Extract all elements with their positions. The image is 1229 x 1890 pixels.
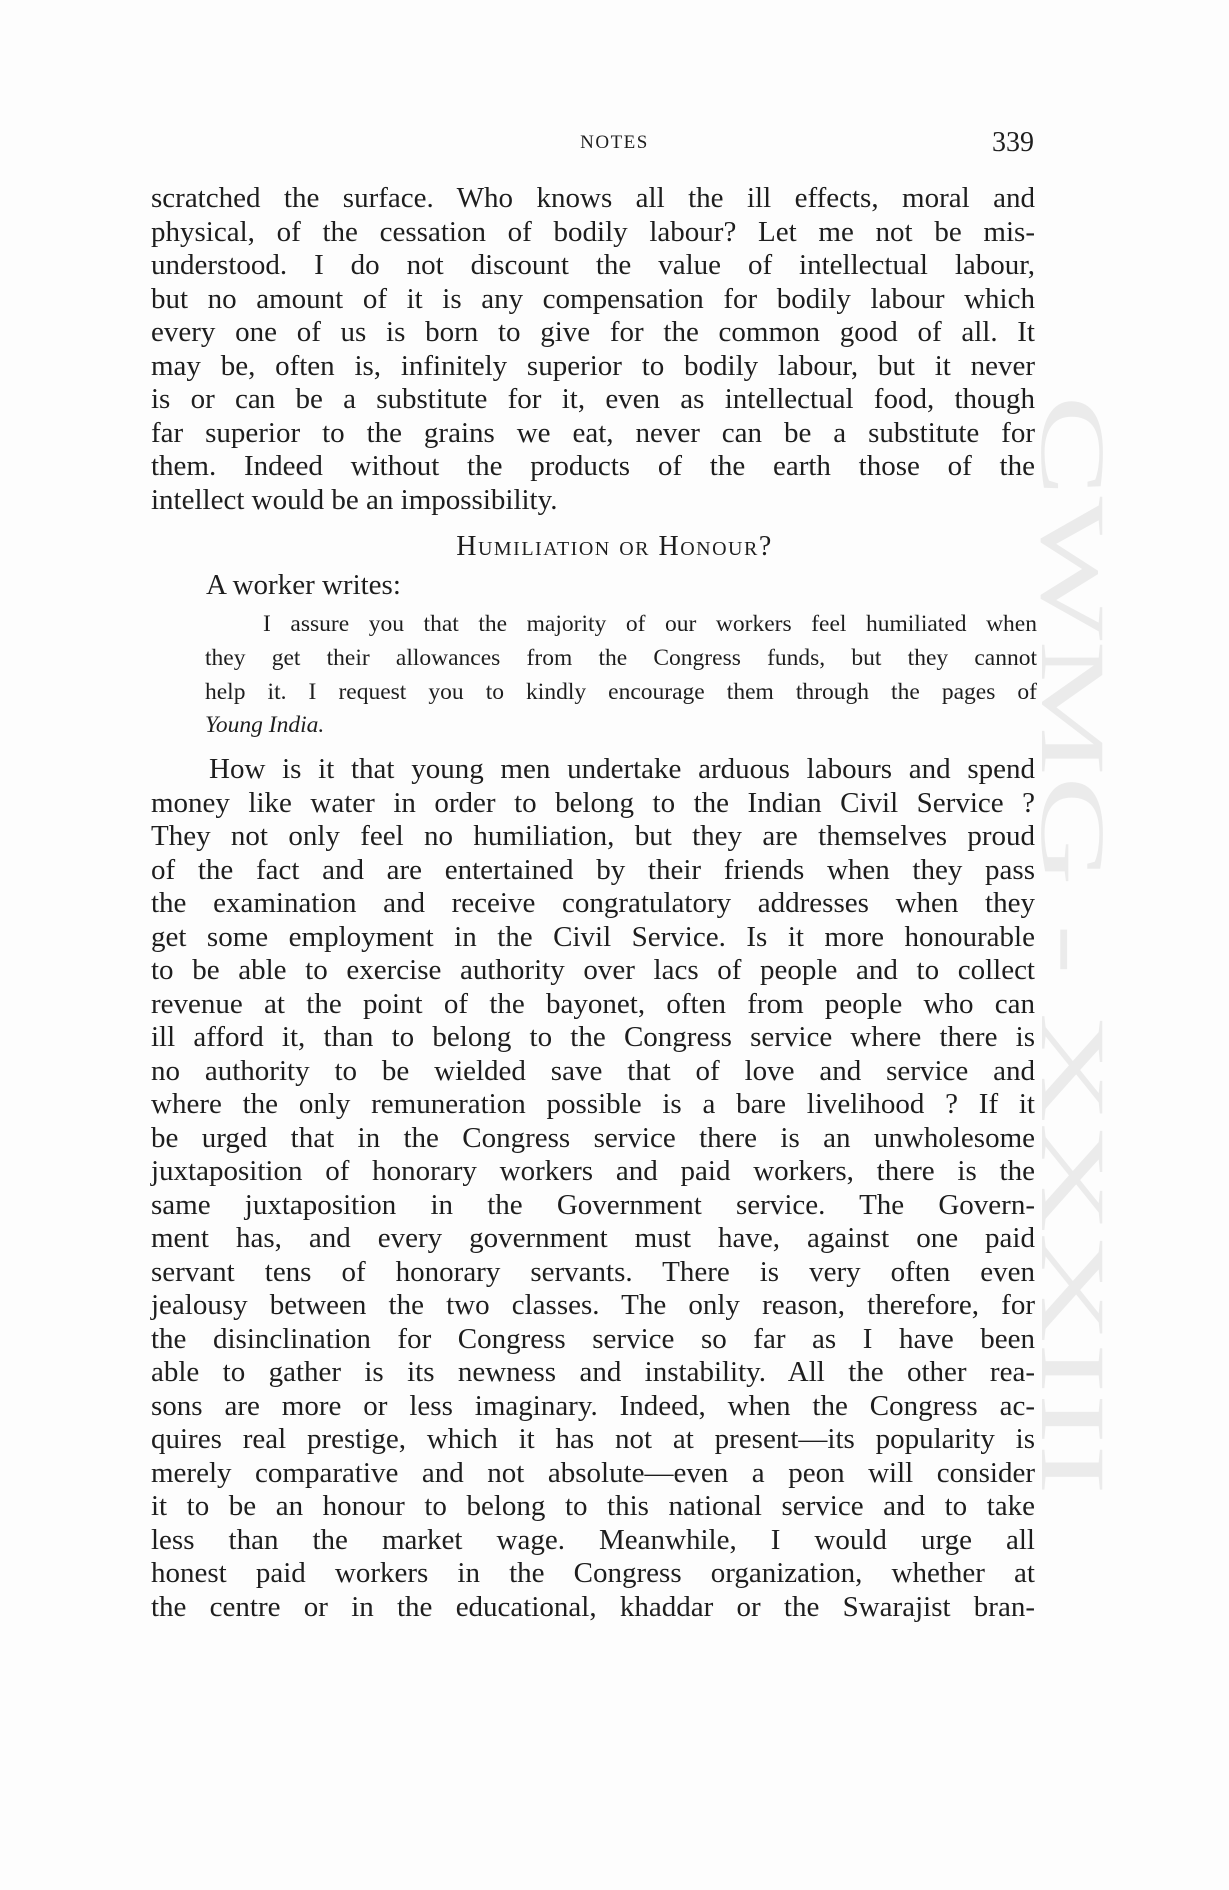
- paragraph2-line: where the only remuneration possible is a bare livelihood ? If it: [151, 1088, 1035, 1120]
- paragraph2-line: the disinclination for Congress service so far as I have been: [151, 1322, 1035, 1355]
- quote-line: Young India.: [205, 712, 325, 739]
- paragraph2-line: How is it that young men undertake arduous labours and spend: [209, 753, 1035, 785]
- paragraph1-line: them. Indeed without the products of the earth those of the: [151, 450, 1035, 482]
- paragraph2-line: quires real prestige, which it has not at present—its popularity is: [151, 1423, 1035, 1455]
- paragraph-1: [151, 182, 1035, 517]
- paragraph2-line: They not only feel no humiliation, but they are themselves proud: [151, 820, 1035, 852]
- paragraph2-line: no authority to be wielded save that of love and service and: [151, 1054, 1035, 1087]
- paragraph1-line: far superior to the grains we eat, never can be a substitute for: [151, 416, 1035, 449]
- paragraph1-line: understood. I do not discount the value of intellectual labour,: [151, 249, 1035, 281]
- paragraph2-line: revenue at the point of the bayonet, often from people who can: [151, 987, 1035, 1020]
- quote-line: they get their allowances from the Congress funds, but they cannot: [205, 644, 1037, 671]
- paragraph2-line: money like water in order to belong to the Indian Civil Service ?: [151, 786, 1035, 819]
- running-head: NOTES: [580, 132, 649, 153]
- paragraph2-line: the examination and receive congratulatory addresses when they: [151, 887, 1035, 919]
- paragraph2-line: juxtaposition of honorary workers and paid workers, there is the: [151, 1155, 1035, 1187]
- paragraph2-line: less than the market wage. Meanwhile, I would urge all: [151, 1523, 1035, 1556]
- block-quote: [205, 608, 1037, 743]
- paragraph2-line: ill afford it, than to belong to the Congress service where there is: [151, 1021, 1035, 1053]
- quote-intro: A worker writes:: [206, 569, 401, 601]
- paragraph1-line: may be, often is, infinitely superior to bodily labour, but it never: [151, 349, 1035, 382]
- paragraph-2: [151, 753, 1035, 1624]
- paragraph2-line: honest paid workers in the Congress organization, whether at: [151, 1557, 1035, 1589]
- paragraph1-line: intellect would be an impossibility.: [151, 483, 558, 516]
- paragraph2-line: the centre or in the educational, khaddar or the Swarajist bran-: [151, 1590, 1035, 1623]
- paragraph2-line: of the fact and are entertained by their friends when they pass: [151, 853, 1035, 886]
- paragraph1-line: scratched the surface. Who knows all the ill effects, moral and: [151, 182, 1035, 214]
- paragraph2-line: it to be an honour to belong to this national service and to take: [151, 1490, 1035, 1522]
- paragraph2-line: get some employment in the Civil Service. Is it more honourable: [151, 920, 1035, 953]
- page-number: 339: [992, 127, 1034, 158]
- quote-line: I assure you that the majority of our workers feel humiliated when: [263, 611, 1037, 637]
- watermark-text: CWMG - XXXIII: [1022, 395, 1124, 1060]
- paragraph2-line: ment has, and every government must have, against one paid: [151, 1222, 1035, 1254]
- paragraph2-line: same juxtaposition in the Government service. The Govern-: [151, 1188, 1035, 1221]
- paragraph2-line: servant tens of honorary servants. There is very often even: [151, 1255, 1035, 1288]
- paragraph2-line: merely comparative and not absolute—even a peon will consider: [151, 1456, 1035, 1489]
- paragraph1-line: physical, of the cessation of bodily labour? Let me not be mis-: [151, 215, 1035, 248]
- quote-line: help it. I request you to kindly encourage them through the pages of: [205, 678, 1037, 705]
- paragraph1-line: is or can be a substitute for it, even as intellectual food, though: [151, 383, 1035, 415]
- paragraph1-line: every one of us is born to give for the common good of all. It: [151, 316, 1035, 348]
- paragraph2-line: be urged that in the Congress service there is an unwholesome: [151, 1121, 1035, 1154]
- paragraph2-line: jealousy between the two classes. The only reason, therefore, for: [151, 1289, 1035, 1321]
- paragraph2-line: sons are more or less imaginary. Indeed, when the Congress ac-: [151, 1389, 1035, 1422]
- paragraph1-line: but no amount of it is any compensation for bodily labour which: [151, 282, 1035, 315]
- paragraph2-line: able to gather is its newness and instability. All the other rea-: [151, 1356, 1035, 1388]
- section-heading: Humiliation or Honour?: [456, 531, 773, 562]
- paragraph2-line: to be able to exercise authority over lacs of people and to collect: [151, 954, 1035, 986]
